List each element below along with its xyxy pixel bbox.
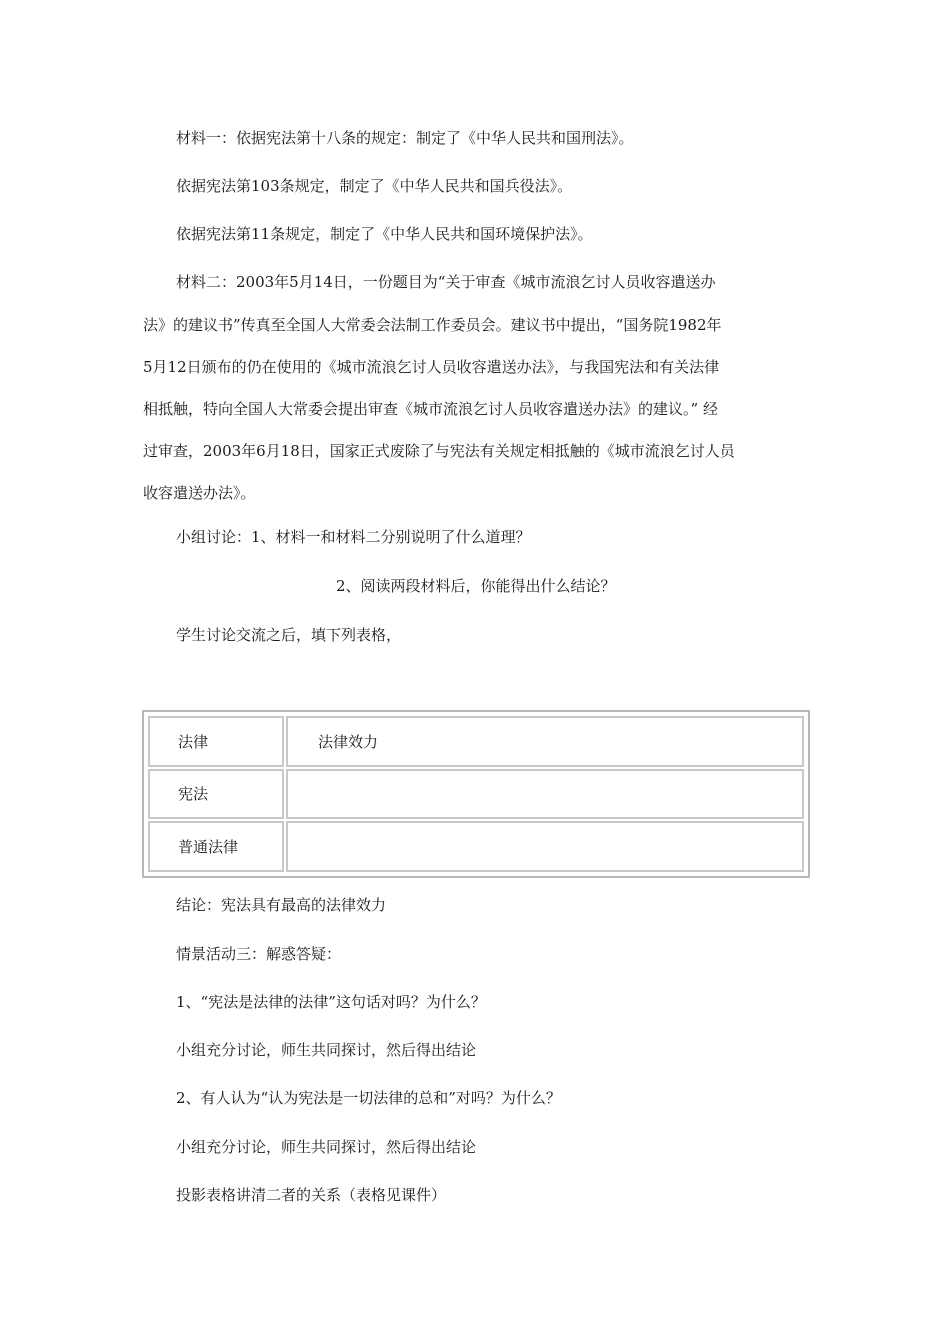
discussion-question-1: 小组讨论：1、材料一和材料二分别说明了什么道理？	[176, 528, 531, 546]
activity-three-question-2: 2、有人认为“认为宪法是一切法律的总和”对吗？为什么？	[176, 1089, 561, 1107]
material-one-line-1: 材料一：依据宪法第十八条的规定：制定了《中华人民共和国刑法》。	[176, 129, 634, 147]
table-header-row	[148, 716, 804, 767]
activity-three-title: 情景活动三：解惑答疑：	[176, 945, 342, 963]
table-cell-law: 宪法	[148, 769, 284, 820]
material-two-line-4: 相抵触，特向全国人大常委会提出审查《城市流浪乞讨人员收容遣送办法》的建议。” 经	[143, 400, 718, 418]
conclusion: 结论：宪法具有最高的法律效力	[176, 896, 387, 914]
activity-three-answer-2: 小组充分讨论，师生共同探讨，然后得出结论	[176, 1138, 477, 1156]
material-two-line-3: 5月12日颁布的仍在使用的《城市流浪乞讨人员收容遣送办法》，与我国宪法和有关法律	[143, 358, 720, 376]
material-two-line-2: 法》的建议书”传真至全国人大常委会法制工作委员会。建议书中提出，“国务院1982年	[143, 316, 722, 334]
table-cell-effect	[286, 821, 804, 872]
table-cell-law: 普通法律	[148, 821, 284, 872]
material-two-line-5: 过审查，2003年6月18日，国家正式废除了与宪法有关规定相抵触的《城市流浪乞讨人员	[143, 442, 735, 460]
material-two-line-6: 收容遣送办法》。	[143, 484, 256, 502]
discussion-question-2: 2、阅读两段材料后，你能得出什么结论？	[336, 577, 616, 595]
activity-three-note: 投影表格讲清二者的关系（表格见课件）	[176, 1186, 447, 1204]
activity-three-answer-1: 小组充分讨论，师生共同探讨，然后得出结论	[176, 1041, 477, 1059]
activity-three-question-1: 1、“宪法是法律的法律”这句话对吗？为什么？	[176, 993, 486, 1011]
table-header-law: 法律	[148, 716, 284, 767]
legal-effect-table	[142, 710, 810, 878]
table-cell-effect	[286, 769, 804, 820]
material-one-line-2: 依据宪法第103条规定，制定了《中华人民共和国兵役法》。	[176, 177, 573, 195]
discussion-instruction: 学生讨论交流之后，填下列表格，	[176, 626, 402, 644]
table-row	[148, 821, 804, 872]
material-one-line-3: 依据宪法第11条规定，制定了《中华人民共和国环境保护法》。	[176, 225, 593, 243]
table-header-effect: 法律效力	[286, 716, 804, 767]
material-two-line-1: 材料二：2003年5月14日，一份题目为“关于审查《城市流浪乞讨人员收容遣送办	[176, 273, 716, 291]
table-row	[148, 769, 804, 820]
